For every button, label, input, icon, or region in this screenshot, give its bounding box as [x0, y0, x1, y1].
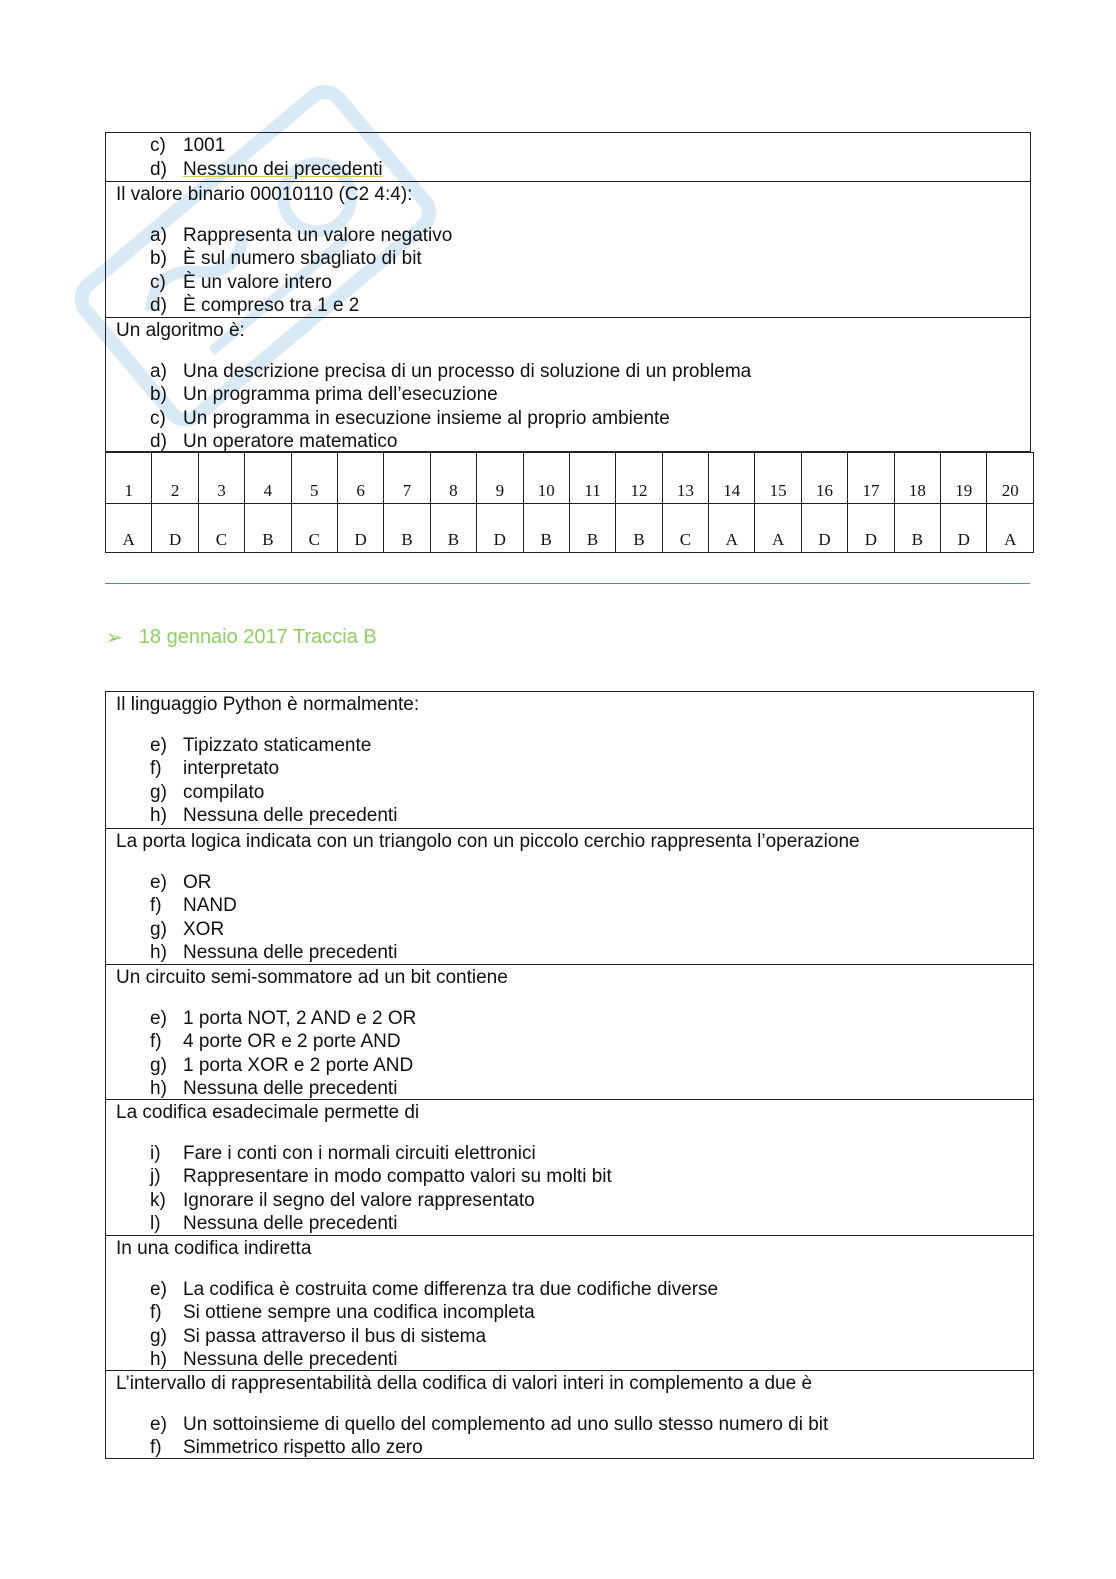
question-number: 3 [198, 453, 244, 504]
option-item: f) Simmetrico rispetto allo zero [150, 1437, 423, 1458]
option-item: b) È sul numero sbagliato di bit [150, 248, 422, 269]
option-item: g) XOR [150, 918, 225, 940]
question-number: 19 [941, 453, 987, 504]
question-number: 10 [523, 453, 569, 504]
question-cell [106, 828, 1033, 964]
question-number: 5 [291, 453, 337, 504]
question-number: 14 [709, 453, 755, 504]
question-number: 20 [987, 453, 1034, 504]
section-divider [105, 583, 1030, 584]
question-cell [106, 1099, 1033, 1235]
question-number: 9 [477, 453, 523, 504]
question-number: 8 [430, 453, 476, 504]
question-number: 16 [801, 453, 847, 504]
question-number: 1 [106, 453, 152, 504]
option-item: f) NAND [150, 895, 237, 916]
answer-letter: D [152, 504, 198, 553]
question-number: 6 [337, 453, 383, 504]
option-item: h) Nessuna delle precedenti [150, 1078, 398, 1099]
option-item: h) Nessuna delle precedenti [150, 1349, 398, 1370]
option-item: a) Una descrizione precisa di un processo di soluzione di un problema [150, 360, 752, 382]
option-item: d) È compreso tra 1 e 2 [150, 295, 360, 316]
option-item: a) Rappresenta un valore negativo [150, 224, 453, 246]
answer-letter: B [384, 504, 430, 553]
question-number: 2 [152, 453, 198, 504]
option-item: d) Un operatore matematico [150, 431, 398, 451]
question-text: In una codifica indiretta [116, 1238, 312, 1259]
question-number: 12 [616, 453, 662, 504]
option-list [116, 1413, 1023, 1459]
option-list [116, 734, 1023, 828]
answer-letter: B [569, 504, 615, 553]
question-cell [106, 692, 1033, 828]
option-item: e) La codifica è costruita come differenza tra due codifiche diverse [150, 1278, 719, 1300]
question-text: Un circuito semi-sommatore ad un bit contiene [116, 967, 508, 988]
option-item: i) Fare i conti con i normali circuiti elettronici [150, 1142, 536, 1164]
answer-letter: D [477, 504, 523, 553]
option-list [116, 1007, 1023, 1100]
answer-letter: D [848, 504, 894, 553]
option-list [116, 1278, 1023, 1371]
option-item: g) compilato [150, 781, 265, 803]
arrow-bullet-icon: ➢ [106, 627, 123, 649]
option-item: c) 1001 [150, 135, 226, 156]
option-item: g) Si passa attraverso il bus di sistema [150, 1325, 487, 1347]
option-list [116, 224, 1020, 318]
answer-letter: B [430, 504, 476, 553]
option-item: b) Un programma prima dell’esecuzione [150, 384, 498, 405]
option-item: h) Nessuna delle precedenti [150, 805, 398, 826]
answer-letter: A [755, 504, 801, 553]
question-cell [106, 181, 1030, 317]
question-number: 4 [245, 453, 291, 504]
question-number: 7 [384, 453, 430, 504]
answer-letter: B [523, 504, 569, 553]
question-text: La porta logica indicata con un triangolo con un piccolo cerchio rappresenta l’operazione [116, 831, 860, 852]
answer-letter: D [941, 504, 987, 553]
question-cell [106, 317, 1030, 451]
option-list [116, 360, 1020, 452]
answer-key-answers-row [106, 504, 1034, 553]
answer-letter: A [709, 504, 755, 553]
option-item: e) 1 porta NOT, 2 AND e 2 OR [150, 1007, 417, 1029]
option-item: l) Nessuna delle precedenti [150, 1213, 398, 1234]
answer-letter: C [662, 504, 708, 553]
answer-letter: A [106, 504, 152, 553]
question-cell [106, 1370, 1033, 1458]
option-item: f) 4 porte OR e 2 porte AND [150, 1031, 401, 1052]
option-list [116, 134, 1020, 181]
answer-letter: C [198, 504, 244, 553]
answer-letter: C [291, 504, 337, 553]
question-text: Il linguaggio Python è normalmente: [116, 694, 420, 715]
option-list [116, 871, 1023, 965]
question-fragment [106, 133, 1030, 181]
question-number: 11 [569, 453, 615, 504]
question-text: Il valore binario 00010110 (C2 4:4): [116, 184, 413, 205]
question-text: Un algoritmo è: [116, 320, 245, 341]
answer-letter: B [245, 504, 291, 553]
question-cell [106, 1235, 1033, 1370]
section-heading-text: 18 gennaio 2017 Traccia B [138, 626, 377, 648]
answer-letter: A [987, 504, 1034, 553]
answer-key-table [105, 452, 1034, 553]
option-item: c) È un valore intero [150, 271, 332, 293]
option-item: h) Nessuna delle precedenti [150, 942, 398, 963]
answer-letter: D [801, 504, 847, 553]
option-item: d) Nessuno dei precedenti [150, 158, 383, 180]
option-item: f) Si ottiene sempre una codifica incompleta [150, 1302, 535, 1323]
question-cell [106, 964, 1033, 1099]
option-item: c) Un programma in esecuzione insieme al proprio ambiente [150, 407, 670, 429]
option-item: k) Ignorare il segno del valore rappresentato [150, 1189, 535, 1211]
option-item: j) Rappresentare in modo compatto valori su molti bit [150, 1166, 612, 1187]
question-number: 15 [755, 453, 801, 504]
question-number: 13 [662, 453, 708, 504]
question-text: La codifica esadecimale permette di [116, 1102, 420, 1123]
question-number: 17 [848, 453, 894, 504]
option-item: e) Tipizzato staticamente [150, 734, 372, 756]
question-text: L’intervallo di rappresentabilità della codifica di valori interi in complemento a due è [116, 1373, 813, 1394]
question-number: 18 [894, 453, 940, 504]
option-item: e) Un sottoinsieme di quello del complemento ad uno sullo stesso numero di bit [150, 1413, 829, 1435]
answer-key-numbers-row [106, 453, 1034, 504]
option-item: f) interpretato [150, 758, 280, 779]
option-list [116, 1142, 1023, 1236]
answer-letter: D [337, 504, 383, 553]
question-table-bottom [105, 691, 1034, 1459]
option-item: g) 1 porta XOR e 2 porte AND [150, 1054, 414, 1076]
option-item: e) OR [150, 871, 212, 893]
answer-letter: B [894, 504, 940, 553]
answer-letter: B [616, 504, 662, 553]
question-table-top [105, 132, 1031, 452]
section-heading [106, 625, 377, 650]
